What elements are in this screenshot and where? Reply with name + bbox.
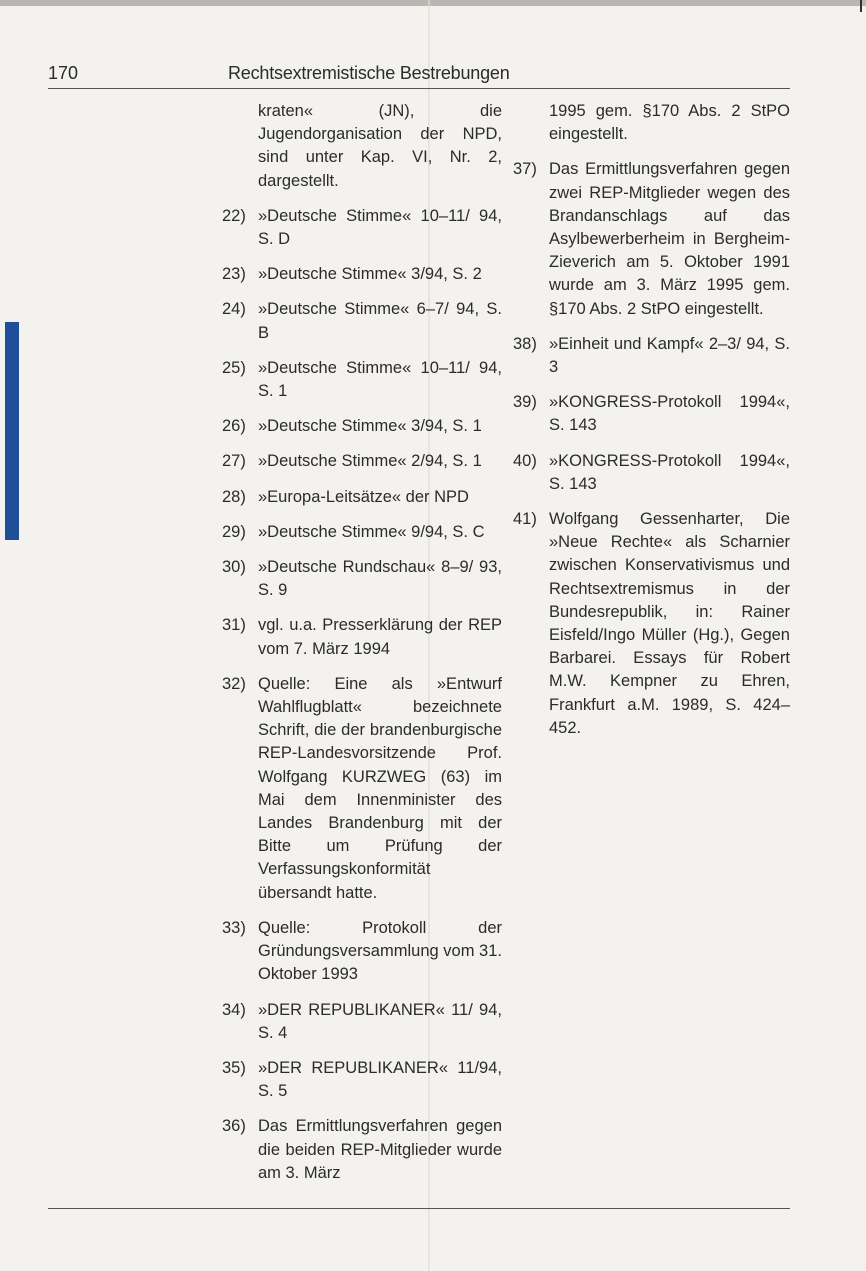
footnote — [513, 158, 790, 320]
footnote-text: Quelle: Protokoll der Gründungsversammlung vom 31. Oktober 1993 — [258, 918, 502, 984]
footnote — [222, 999, 502, 1045]
thumb-index-tab — [5, 322, 19, 540]
footnote-number: 25) — [222, 358, 246, 377]
footnote — [513, 391, 790, 437]
footnote-number: 37) — [513, 160, 537, 179]
footnote — [222, 614, 502, 660]
left-column — [222, 100, 502, 1197]
running-title: Rechtsextremistische Bestrebungen — [228, 63, 510, 83]
footnote-number: 26) — [222, 417, 246, 436]
footnote-number: 28) — [222, 487, 246, 506]
footnote-number: 36) — [222, 1117, 246, 1136]
footnote-continuation: 1995 gem. §170 Abs. 2 StPO eingestellt. — [549, 102, 790, 144]
footnote — [222, 521, 502, 544]
footnote-number: 40) — [513, 451, 537, 470]
footnote-text: »Deutsche Stimme« 6–7/ 94, S. B — [258, 300, 502, 342]
footnote-number: 23) — [222, 265, 246, 284]
footnote — [513, 508, 790, 740]
footnote-number: 29) — [222, 522, 246, 541]
footnote-number: 41) — [513, 510, 537, 529]
footnote-number: 32) — [222, 674, 246, 693]
footer-rule — [48, 1208, 790, 1209]
footnote-number: 31) — [222, 616, 246, 635]
footnote-text: »Deutsche Stimme« 3/94, S. 2 — [258, 265, 482, 284]
footnote-continuation: kraten« (JN), die Jugendorganisation der NPD, sind unter Kap. VI, Nr. 2, dargestellt. — [258, 102, 502, 190]
footnote-text: Quelle: Eine als »Entwurf Wahlflugblatt« bezeichnete Schrift, die der brandenburgische REP-Landesvorsitzende Prof. Wolfgang KURZWEG (63) im Mai dem Innenminister des Landes Brandenburg mit der Bitte um Prüfung der Verfassungskonformität übersandt hatte. — [258, 674, 502, 902]
footnote-number: 39) — [513, 393, 537, 412]
footnote-text: »Deutsche Rundschau« 8–9/ 93, S. 9 — [258, 558, 502, 600]
footnote — [222, 673, 502, 905]
page-number: 170 — [48, 63, 79, 83]
footnote-text: »Deutsche Stimme« 10–11/ 94, S. 1 — [258, 358, 502, 401]
footnote-number: 27) — [222, 452, 246, 471]
footnote-text: »Deutsche Stimme« 9/94, S. C — [258, 522, 485, 541]
footnote-text: Das Ermittlungsverfahren gegen die beiden REP-Mitglieder wurde am 3. März — [258, 1117, 502, 1182]
footnote — [222, 263, 502, 286]
footnote-text: »DER REPUBLIKANER« 11/94, S. 5 — [258, 1058, 502, 1101]
scan-edge-mark — [860, 0, 862, 12]
footnote-number: 38) — [513, 334, 537, 353]
scan-top-edge — [0, 0, 866, 6]
footnote — [222, 205, 502, 251]
footnote — [222, 298, 502, 344]
footnote-text: »Einheit und Kampf« 2–3/ 94, S. 3 — [549, 334, 790, 377]
footnote-number: 34) — [222, 1000, 246, 1019]
footnote-text: »KONGRESS-Protokoll 1994«, S. 143 — [549, 451, 790, 493]
footnote-text: Das Ermittlungsverfahren gegen zwei REP-Mitglieder wegen des Brandanschlags auf das Asylbewerberheim in Bergheim-Zieverich am 5. Oktober 1991 wurde am 3. März 1995 gem. §170 Abs. 2 StPO eingestellt. — [549, 160, 790, 318]
footnote — [222, 415, 502, 438]
footnote — [222, 1057, 502, 1103]
footnote-number: 35) — [222, 1058, 246, 1077]
header-rule — [48, 88, 790, 89]
footnote — [222, 917, 502, 987]
footnote-number: 22) — [222, 206, 246, 225]
footnote-number: 24) — [222, 300, 246, 319]
footnote-text: »Deutsche Stimme« 2/94, S. 1 — [258, 452, 482, 471]
footnote-text: »DER REPUBLIKANER« 11/ 94, S. 4 — [258, 1000, 502, 1042]
footnote — [222, 1115, 502, 1185]
footnote-number: 30) — [222, 558, 246, 577]
footnote — [513, 333, 790, 379]
footnote-text: »Europa-Leitsätze« der NPD — [258, 487, 469, 506]
footnote-number: 33) — [222, 918, 246, 937]
footnote-text: »Deutsche Stimme« 3/94, S. 1 — [258, 417, 482, 436]
footnote-text: Wolfgang Gessenharter, Die »Neue Rechte« als Scharnier zwischen Konservativismus und Rechtsextremismus in der Bundesrepublik, in: Rainer Eisfeld/Ingo Müller (Hg.), Gegen Barbarei. Essays für Robert M.W. Kempner zu Ehren, Frankfurt a.M. 1989, S. 424–452. — [549, 510, 790, 737]
footnote-text: »KONGRESS-Protokoll 1994«, S. 143 — [549, 393, 790, 435]
footnote — [222, 357, 502, 403]
right-column — [513, 100, 790, 752]
footnote — [222, 450, 502, 473]
footnote-text: vgl. u.a. Presserklärung der REP vom 7. März 1994 — [258, 616, 502, 658]
footnote — [513, 450, 790, 496]
footnote — [222, 556, 502, 602]
footnote — [222, 486, 502, 509]
footnote-text: »Deutsche Stimme« 10–11/ 94, S. D — [258, 206, 502, 249]
